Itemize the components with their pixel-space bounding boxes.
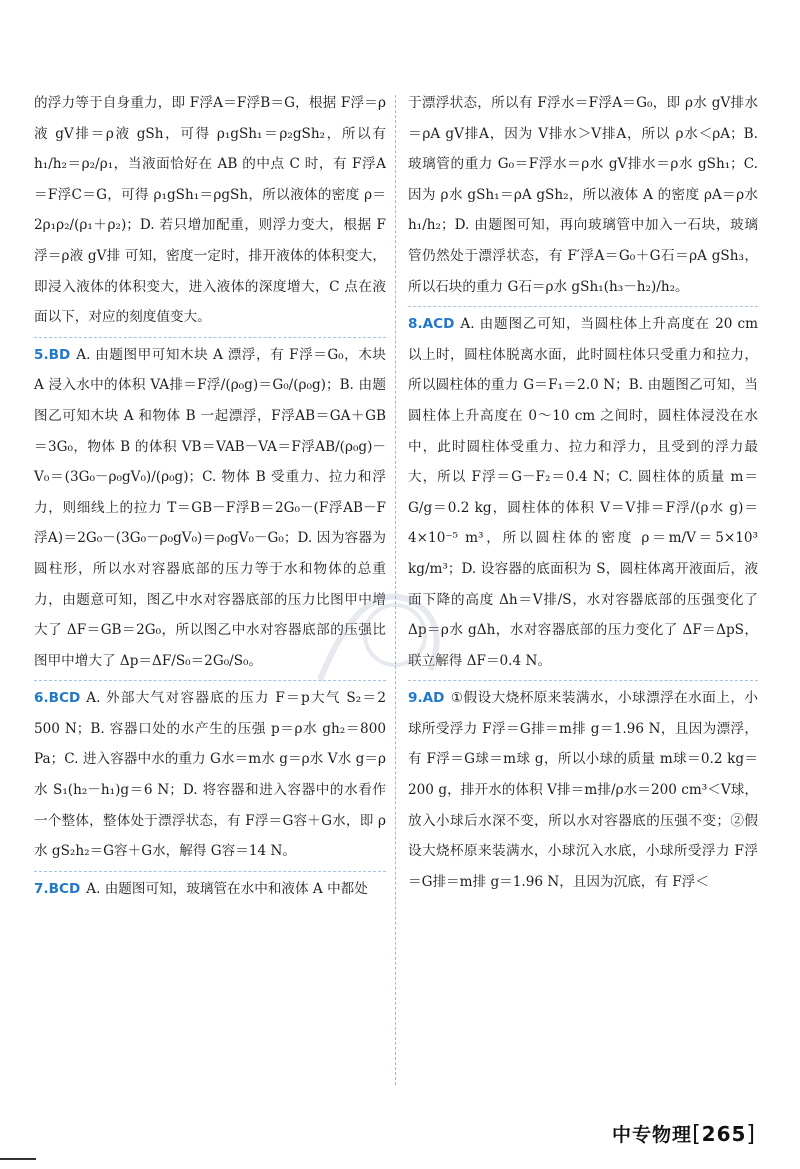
question-number: 5.: [34, 346, 49, 363]
question-7-continued: 于漂浮状态，所以有 F浮水＝F浮A＝G₀，即 ρ水 gV排水＝ρA gV排A，因为 V排水＞V排A，所以 ρ水＜ρA；B. 玻璃管的重力 G₀＝F浮水＝ρ水 gV排水＝ρ水 gSh₁；C. 因为 ρ水 gSh₁＝ρA gSh₂，所以液体 A 的密度 ρA＝ρ水 h₁/h₂；D. 由题图可知，再向玻璃管中加入一石块，玻璃管仍然处于漂浮状态，有 F′浮A＝G₀＋G石＝ρA gSh₃，所以石块的重力 G石＝ρ水 gSh₁(h₃－h₂)/h₂。: [408, 95, 758, 295]
crop-mark: [0, 1158, 36, 1160]
answer-key: BCD: [48, 880, 81, 897]
explanation-text: A. 由题图可知，玻璃管在水中和液体 A 中都处: [86, 880, 368, 897]
divider-line: [34, 337, 386, 338]
answer-key: BCD: [48, 690, 81, 707]
divider-line: [34, 871, 386, 872]
left-column: [34, 88, 386, 904]
page-footer: [612, 1120, 756, 1147]
explanation-text: ①假设大烧杯原来装满水，小球漂浮在水面上，小球所受浮力 F浮＝G排＝m排 g＝1.96 N，且因为漂浮，有 F浮＝G球＝m球 g，所以小球的质量 m球＝0.2 kg＝200 g，排开水的体积 V排＝m排/ρ水＝200 cm³＜V球，放入小球后水深不变，所以水对容器底的压强不变；②假设大烧杯原来装满水，小球沉入水底，小球所受浮力 F浮＝G排＝m排 g＝1.96 N，且因为沉底，有 F浮＜: [408, 690, 758, 890]
page-number: 265: [701, 1122, 747, 1146]
answer-key: AD: [422, 690, 445, 707]
bracket-close: ]: [746, 1122, 756, 1147]
question-number: 7.: [34, 880, 49, 897]
question-number: 9.: [408, 690, 423, 707]
divider-line: [408, 680, 758, 681]
bracket-open: [: [692, 1122, 702, 1147]
book-title: 中专物理: [612, 1124, 693, 1146]
question-9: [408, 683, 758, 897]
question-number: 8.: [408, 316, 423, 333]
explanation-text: A. 外部大气对容器底的压力 F＝p大气 S₂＝2 500 N；B. 容器口处的水产生的压强 p＝ρ水 gh₂＝800 Pa；C. 进入容器中水的重力 G水＝m水 g＝ρ水 V水 g＝ρ水 S₁(h₂－h₁)g＝6 N；D. 将容器和进入容器中的水看作一个整体，整体处于漂浮状态，有 F浮＝G容＋G水，即 ρ水 gS₂h₂＝G容＋G水，解得 G容＝14 N。: [34, 690, 386, 860]
question-number: 6.: [34, 690, 49, 707]
intro-paragraph: 的浮力等于自身重力，即 F浮A＝F浮B＝G，根据 F浮＝ρ液 gV排＝ρ液 gSh，可得 ρ₁gSh₁＝ρ₂gSh₂，所以有 h₁/h₂＝ρ₂/ρ₁，当液面恰好在 AB 的中点 C 时，有 F浮A＝F浮C＝G，可得 ρ₁gSh₁＝ρgSh，所以液体的密度 ρ＝2ρ₁ρ₂/(ρ₁＋ρ₂)；D. 若只增加配重，则浮力变大，根据 F浮＝ρ液 gV排 可知，密度一定时，排开液体的体积变大，即浸入液体的体积变大，进入液体的深度增大，C 点在液面以下，对应的刻度值变大。: [34, 95, 386, 326]
question-8: [408, 309, 758, 676]
column-divider: [395, 95, 396, 1085]
divider-line: [408, 306, 758, 307]
answer-key: ACD: [422, 316, 455, 333]
question-7: [34, 874, 386, 905]
explanation-text: A. 由题图乙可知，当圆柱体上升高度在 20 cm 以上时，圆柱体脱离水面，此时圆柱体只受重力和拉力，所以圆柱体的重力 G＝F₁＝2.0 N；B. 由题图乙可知，当圆柱体上升高度在 0～10 cm 之间时，圆柱体浸没在水中，此时圆柱体受重力、拉力和浮力，且受到的浮力最大，所以 F浮＝G－F₂＝0.4 N；C. 圆柱体的质量 m＝G/g＝0.2 kg，圆柱体的体积 V＝V排＝F浮/(ρ水 g)＝4×10⁻⁵ m³，所以圆柱体的密度 ρ＝m/V＝5×10³ kg/m³；D. 设容器的底面积为 S，圆柱体离开液面后，液面下降的高度 Δh＝V排/S，水对容器底部的压强变化了 Δp＝ρ水 gΔh，水对容器底部的压力变化了 ΔF＝ΔpS，联立解得 ΔF＝0.4 N。: [408, 316, 758, 669]
divider-line: [34, 680, 386, 681]
answer-key: BD: [48, 346, 71, 363]
question-5: [34, 340, 386, 677]
explanation-text: A. 由题图甲可知木块 A 漂浮，有 F浮＝G₀，木块 A 浸入水中的体积 VA排＝F浮/(ρ₀g)＝G₀/(ρ₀g)；B. 由题图乙可知木块 A 和物体 B 一起漂浮，F浮AB＝GA＋GB＝3G₀，物体 B 的体积 VB＝VAB－VA＝F浮AB/(ρ₀g)－V₀＝(3G₀－ρ₀gV₀)/(ρ₀g)；C. 物体 B 受重力、拉力和浮力，则细线上的拉力 T＝GB－F浮B＝2G₀－(F浮AB－F浮A)＝2G₀－(3G₀－ρ₀gV₀)＝ρ₀gV₀－G₀；D. 因为容器为圆柱形，所以水对容器底部的压力等于水和物体的总重力，由题意可知，图乙中水对容器底部的压力比图甲中增大了 ΔF＝GB＝2G₀，所以图乙中水对容器底部的压强比图甲中增大了 Δp＝ΔF/S₀＝2G₀/S₀。: [34, 346, 386, 669]
right-column: [408, 88, 758, 897]
question-6: [34, 683, 386, 867]
